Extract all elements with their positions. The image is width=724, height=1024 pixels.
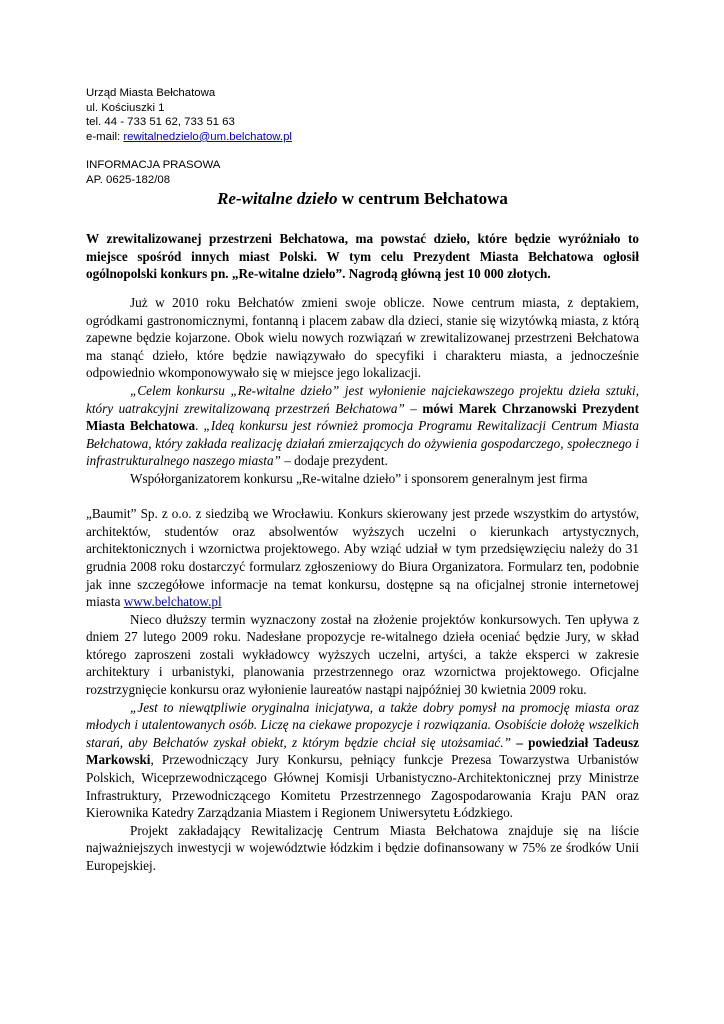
reference-number: AP. 0625-182/08	[86, 173, 171, 186]
email-label: e-mail:	[86, 130, 124, 143]
quote-jury-chair: „Jest to niewątpliwie oryginalna inicjatywa, a także dobry pomysł na promocję miasta oraz młodych i utalentowanych osób. Liczę na ciekawe propozycje i rozwiązania. Osobiście dołożę wszelkich starań, aby Bełchatów zyskał obiekt, z którym będzie chciał się utożsamiać.”	[86, 699, 639, 750]
paragraph-4	[86, 505, 639, 611]
street-address: ul. Kościuszki 1	[86, 101, 165, 114]
paragraph-4-text: „Baumit” Sp. z o.o. z siedzibą we Wrocławiu. Konkurs skierowany jest przede wszystkim do artystów, architektów, studentów oraz absolwentów wyższych uczelni o kierunkach artystycznych, architektonicznych i wzornictwa projektowego. Aby wziąć udział w tym przedsięwzięciu należy do 31 grudnia 2008 roku dostarczyć formularz zgłoszeniowy do Biura Organizatora. Formularz ten, podobnie jak inne szczegółowe informacje na temat konkursu, dostępne są na oficjalnej stronie internetowej miasta	[86, 506, 639, 610]
title-rest: w centrum Bełchatowa	[337, 189, 508, 208]
dash: –	[404, 400, 423, 416]
article-body	[86, 294, 639, 875]
email-link[interactable]: rewitalnedzielo@um.belchatow.pl	[123, 130, 292, 143]
paragraph-1: Już w 2010 roku Bełchatów zmieni swoje oblicze. Nowe centrum miasta, z deptakiem, ogródkami gastronomicznymi, fontanną i placem zabaw dla dzieci, stanie się wizytówką miasta, z którą zapewne będzie kojarzone. Obok wielu nowych rozwiązań w zrewitalizowanej przestrzeni Bełchatowa ma stanąć dzieło, które będzie nawiązywało do specyfiki i charakteru miasta, a jednocześnie odpowiednio wkomponowywało się w miejsce jego lokalizacji.	[86, 295, 639, 381]
blank-line	[86, 488, 639, 506]
paragraph-6	[86, 699, 639, 822]
sender-address-block	[86, 86, 292, 144]
quote-attribution: – dodaje prezydent.	[280, 453, 388, 469]
paragraph-7: Projekt zakładający Rewitalizację Centrum Miasta Bełchatowa znajduje się na liście najważniejszych inwestycji w województwie łódzkim i będzie dofinansowany w 75% ze środków Unii Europejskiej.	[86, 822, 639, 873]
title-italic: Re-witalne dzieło	[217, 189, 338, 208]
quote-president-2: „Ideą konkursu jest również promocja Programu Rewitalizacji Centrum Miasta Bełchatowa, który zakłada realizację działań zmierzających do ożywienia gospodarczego, społecznego i infrastrukturalnego naszego miasta”	[86, 418, 639, 469]
quote-president-1: „Celem konkursu „Re-witalne dzieło” jest wyłonienie najciekawszego projektu dzieła sztuki, który uatrakcyjni zrewitalizowaną przestrzeń Bełchatowa”	[86, 382, 639, 416]
speaker-jury-chair: – powiedział Tadeusz Markowski	[86, 734, 639, 768]
speaker-president: mówi Marek Chrzanowski Prezydent Miasta Bełchatowa	[86, 400, 639, 434]
document-title	[86, 188, 639, 210]
paragraph-2	[86, 382, 639, 470]
email-line	[86, 130, 292, 145]
paragraph-5: Nieco dłuższy termin wyznaczony został na złożenie projektów konkursowych. Ten upływa z dniem 27 lutego 2009 roku. Nadesłane propozycje re-witalnego dzieła oceniać będzie Jury, w skład którego zaproszeni zostali wykładowcy wyższych uczelni, artyści, a także eksperci w zakresie architektury i urbanistyki, planowania przestrzennego oraz wzornictwa projektowego. Oficjalne rozstrzygnięcie konkursu oraz wyłonienie laureatów nastąpi najpóźniej 30 kwietnia 2009 roku.	[86, 611, 639, 698]
lead-paragraph: W zrewitalizowanej przestrzeni Bełchatowa, ma powstać dzieło, które będzie wyróżniało to miejsce spośród innych miast Polski. W tym celu Prezydent Miasta Bełchatowa ogłosił ogólnopolski konkurs pn. „Re-witalne dzieło”. Nagrodą główną jest 10 000 złotych.	[86, 231, 639, 282]
document-type: INFORMACJA PRASOWA	[86, 159, 221, 171]
paragraph-3: Współorganizatorem konkursu „Re-witalne dzieło” i sponsorem generalnym jest firma	[130, 470, 588, 486]
jury-chair-titles: , Przewodniczący Jury Konkursu, pełniący funkcje Prezesa Towarzystwa Urbanistów Polskich, Wiceprzewodniczącego Głównej Komisji Urbanistyczno-Architektonicznej przy Ministrze Infrastruktury, Przewodniczącego Komitetu Przestrzennego Zagospodarowania Kraju PAN oraz Kierownika Katedry Zarządzania Miastem i Regionem Uniwersytetu Łódzkiego.	[86, 752, 639, 821]
phone-numbers: tel. 44 - 733 51 62, 733 51 63	[86, 116, 235, 129]
org-name: Urząd Miasta Bełchatowa	[86, 87, 216, 99]
city-website-link[interactable]: www.belchatow.pl	[123, 594, 222, 610]
separator: .	[195, 418, 204, 434]
document-type-block	[86, 158, 220, 187]
